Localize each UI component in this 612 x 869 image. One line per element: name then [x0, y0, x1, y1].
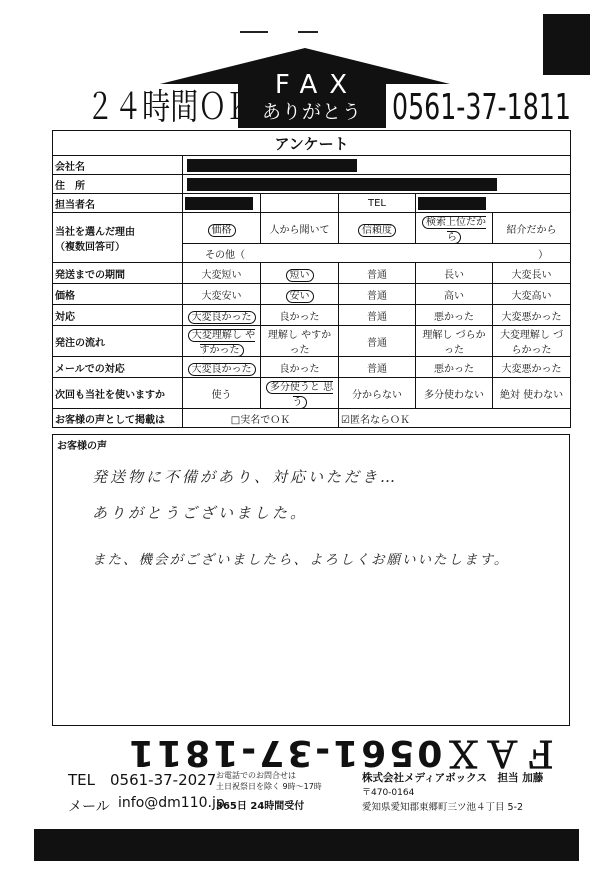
- rating-option[interactable]: 大変理解し づらかった: [493, 326, 571, 357]
- rating-option[interactable]: 短い: [261, 263, 339, 284]
- tel-label: TEL: [339, 194, 416, 213]
- rating-option[interactable]: 高い: [416, 284, 493, 305]
- thanks-text: ありがとう: [261, 101, 362, 123]
- address-field[interactable]: [183, 175, 571, 194]
- rating-option[interactable]: 大変理解し やすかった: [183, 326, 261, 357]
- redaction-bar: [185, 197, 253, 210]
- rating-option[interactable]: 絶対 使わない: [493, 378, 571, 409]
- redaction-bar: [187, 159, 357, 172]
- survey-table: [52, 130, 571, 428]
- rating-option[interactable]: 大変長い: [493, 263, 571, 284]
- upside-down-fax-number: ＦＡＸ0561-37-1811: [126, 732, 560, 773]
- rating-option[interactable]: 大変良かった: [183, 305, 261, 326]
- rating-option[interactable]: 悪かった: [416, 357, 493, 378]
- rating-rows: [53, 263, 571, 409]
- publish-label: お客様の声として掲載は: [53, 409, 183, 428]
- footer-postal: 〒470-0164: [362, 788, 415, 798]
- rating-option[interactable]: 大変短い: [183, 263, 261, 284]
- address-label: 住 所: [53, 175, 183, 194]
- tel-field[interactable]: [416, 194, 571, 213]
- contact-field[interactable]: [183, 194, 261, 213]
- footer-company: 株式会社メディアボックス 担当 加藤: [362, 772, 544, 784]
- rating-row: [53, 378, 571, 409]
- rating-option[interactable]: 大変良かった: [183, 357, 261, 378]
- footer-mail-label: メール: [68, 799, 110, 815]
- rating-option[interactable]: 良かった: [261, 357, 339, 378]
- rating-option[interactable]: 大変高い: [493, 284, 571, 305]
- contact-label: 担当者名: [53, 194, 183, 213]
- reason-option[interactable]: 紹介だから: [493, 213, 571, 244]
- scan-dash-left: [240, 31, 268, 33]
- rating-option[interactable]: 安い: [261, 284, 339, 305]
- footer-bar: [34, 829, 579, 861]
- rating-option[interactable]: 理解し づらかった: [416, 326, 493, 357]
- rating-option[interactable]: 大変悪かった: [493, 357, 571, 378]
- scan-dash-right: [298, 31, 318, 33]
- voice-line-2: ありがとうございました。: [92, 504, 309, 522]
- reason-option[interactable]: 人から聞いて: [261, 213, 339, 244]
- fax-number: 0561-37-1811: [392, 87, 571, 128]
- footer-tel-label: TEL: [68, 771, 95, 789]
- footer-hours-2: 土日祝祭日を除く 9時〜17時: [216, 782, 322, 791]
- publish-option-realname[interactable]: □実名でＯＫ: [183, 409, 339, 428]
- rating-option[interactable]: 普通: [339, 284, 416, 305]
- rating-row: [53, 326, 571, 357]
- fax-word: FAX: [274, 70, 360, 100]
- reason-option[interactable]: 信頼度: [339, 213, 416, 244]
- company-field[interactable]: [183, 156, 571, 175]
- reason-option[interactable]: 検索上位だから: [416, 213, 493, 244]
- reason-other[interactable]: その他（ ）: [183, 244, 571, 263]
- rating-option[interactable]: 大変悪かった: [493, 305, 571, 326]
- reason-option[interactable]: 価格: [183, 213, 261, 244]
- rating-option[interactable]: 大変安い: [183, 284, 261, 305]
- redaction-bar: [418, 197, 486, 210]
- rating-row-label: 次回も当社を使いますか: [53, 378, 183, 409]
- rating-option[interactable]: 良かった: [261, 305, 339, 326]
- rating-option[interactable]: 悪かった: [416, 305, 493, 326]
- open-24h: ２４時間ＯＫ: [86, 87, 255, 128]
- rating-row-label: 発送までの期間: [53, 263, 183, 284]
- rating-option[interactable]: 多分使うと 思う: [261, 378, 339, 409]
- rating-option[interactable]: 分からない: [339, 378, 416, 409]
- rating-option[interactable]: 長い: [416, 263, 493, 284]
- footer-address: 愛知県愛知郡東郷町三ツ池４丁目 5-2: [362, 802, 524, 813]
- rating-option[interactable]: 普通: [339, 326, 416, 357]
- rating-row-label: メールでの対応: [53, 357, 183, 378]
- rating-row-label: 対応: [53, 305, 183, 326]
- rating-option[interactable]: 普通: [339, 357, 416, 378]
- footer-email[interactable]: info@dm110.jp: [118, 795, 225, 811]
- rating-row-label: 発注の流れ: [53, 326, 183, 357]
- customer-voice-title: お客様の声: [57, 441, 107, 452]
- rating-option[interactable]: 普通: [339, 263, 416, 284]
- redaction-bar: [187, 178, 497, 191]
- corner-block: [543, 14, 590, 75]
- footer-email-hours: 365日 24時間受付: [216, 801, 305, 812]
- rating-row-label: 価格: [53, 284, 183, 305]
- company-label: 会社名: [53, 156, 183, 175]
- fax-box: [238, 70, 386, 128]
- rating-option[interactable]: 理解し やすかった: [261, 326, 339, 357]
- footer-hours-1: お電話でのお問合せは: [216, 771, 296, 780]
- voice-line-3: また、機会がございましたら、よろしくお願いいたします。: [92, 552, 510, 568]
- reason-label-cell: 当社を選んだ理由 （複数回答可）: [53, 213, 183, 263]
- rating-row: [53, 357, 571, 378]
- survey-title: アンケート: [53, 131, 571, 156]
- rating-option[interactable]: 多分使わない: [416, 378, 493, 409]
- rating-row: [53, 305, 571, 326]
- publish-option-anonymous[interactable]: ☑匿名ならＯＫ: [339, 409, 571, 428]
- rating-option[interactable]: 普通: [339, 305, 416, 326]
- footer-tel[interactable]: 0561-37-2027: [110, 771, 217, 789]
- rating-row: [53, 284, 571, 305]
- rating-row: [53, 263, 571, 284]
- rating-option[interactable]: 使う: [183, 378, 261, 409]
- voice-line-1: 発送物に不備があり、対応いただき…: [92, 468, 399, 486]
